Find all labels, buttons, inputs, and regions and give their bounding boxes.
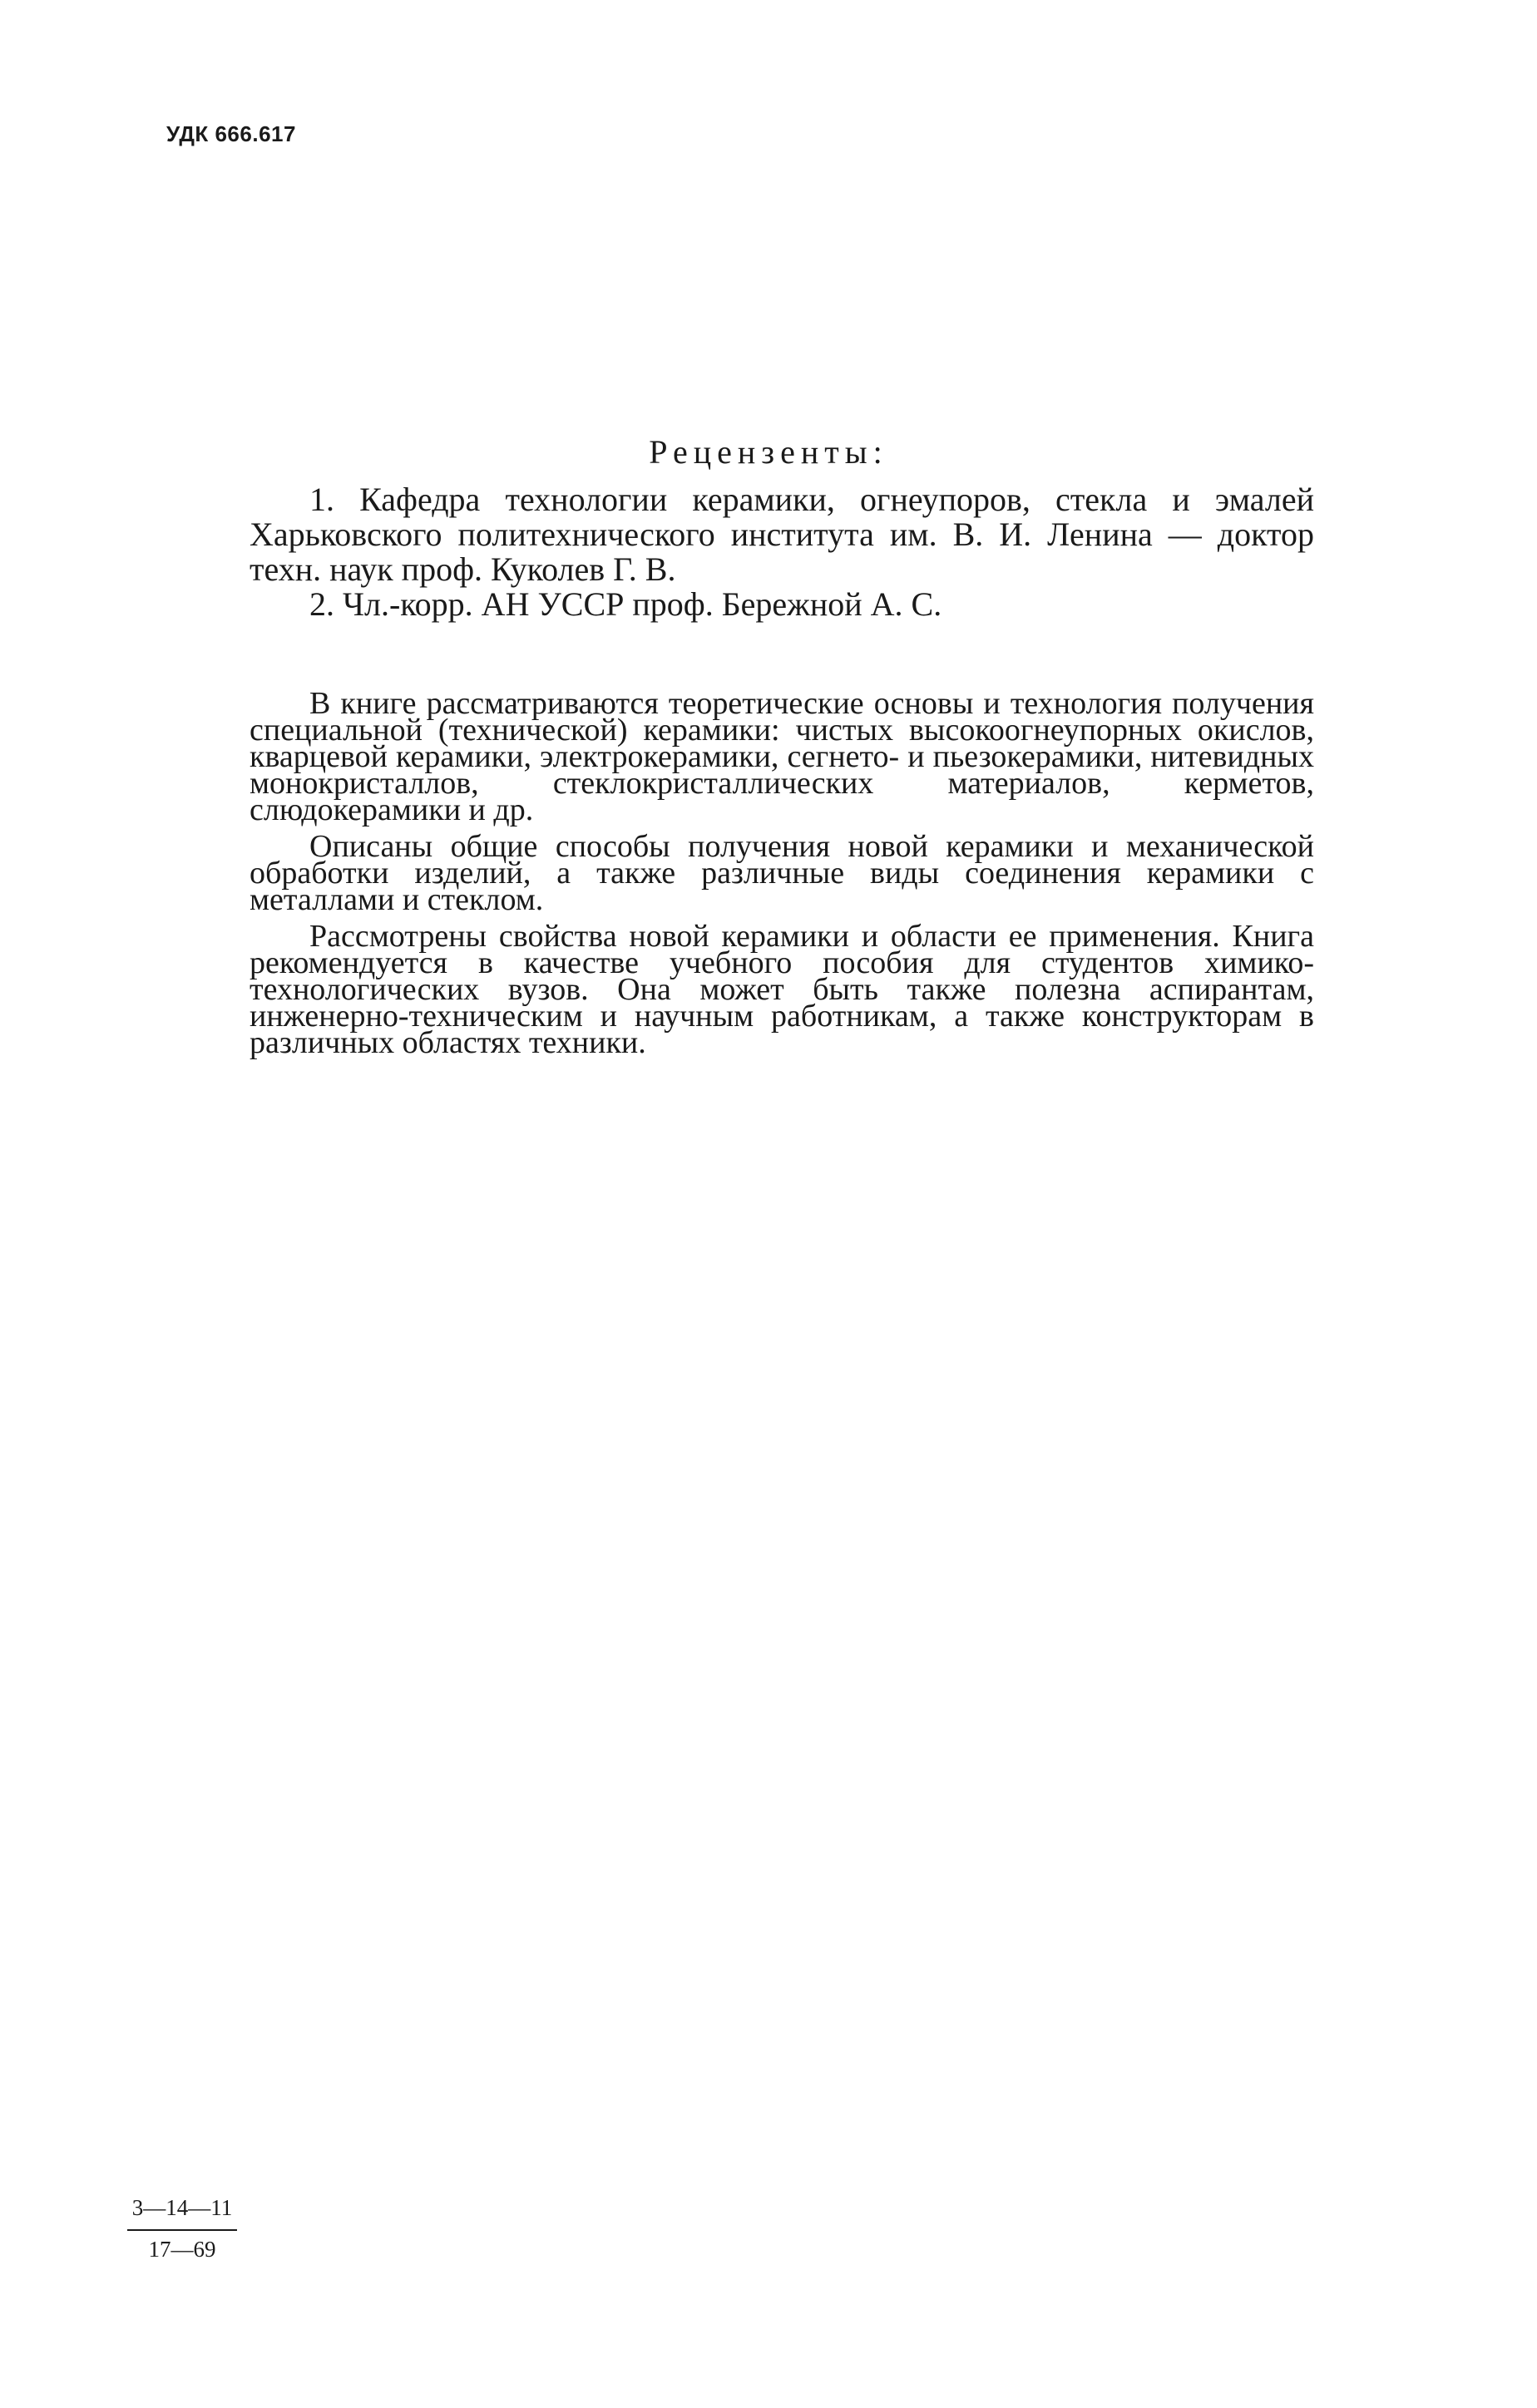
abstract bbox=[250, 686, 1314, 1060]
udk-code: УДК 666.617 bbox=[166, 121, 296, 146]
publisher-code-denominator: 17—69 bbox=[148, 2237, 216, 2262]
abstract-paragraph: В книге рассматриваются теоретические основы и технология получения специальной (технической) керамики: чистых высокоогнеупорных окислов, кварцевой керамики, электрокерамики, сегнето- и пьезокерамики, нитевидных монокристаллов, стеклокристаллических материалов, керметов, слюдокерамики и др. bbox=[250, 686, 1314, 827]
reviewers-heading: Рецензенты: bbox=[649, 433, 888, 471]
publisher-code-numerator: 3—14—11 bbox=[131, 2195, 233, 2220]
reviewers-list bbox=[250, 482, 1314, 622]
reviewer-item: 1. Кафедра технологии керамики, огнеупоров, стекла и эмалей Харьковского политехнического института им. В. И. Ленина — доктор техн. наук проф. Куколев Г. В. bbox=[250, 481, 1314, 588]
publisher-code-divider bbox=[127, 2229, 237, 2231]
abstract-paragraph: Рассмотрены свойства новой керамики и области ее применения. Книга рекомендуется в качестве учебного пособия для студентов химико-технологических вузов. Она может быть также полезна аспирантам, инженерно-техническим и научным работникам, а также конструкторам в различных областях техники. bbox=[250, 919, 1314, 1060]
abstract-paragraph: Описаны общие способы получения новой керамики и механической обработки изделий, а также различные виды соединения керамики с металлами и стеклом. bbox=[250, 829, 1314, 917]
reviewer-item: 2. Чл.-корр. АН УССР проф. Бережной А. С. bbox=[309, 585, 942, 623]
